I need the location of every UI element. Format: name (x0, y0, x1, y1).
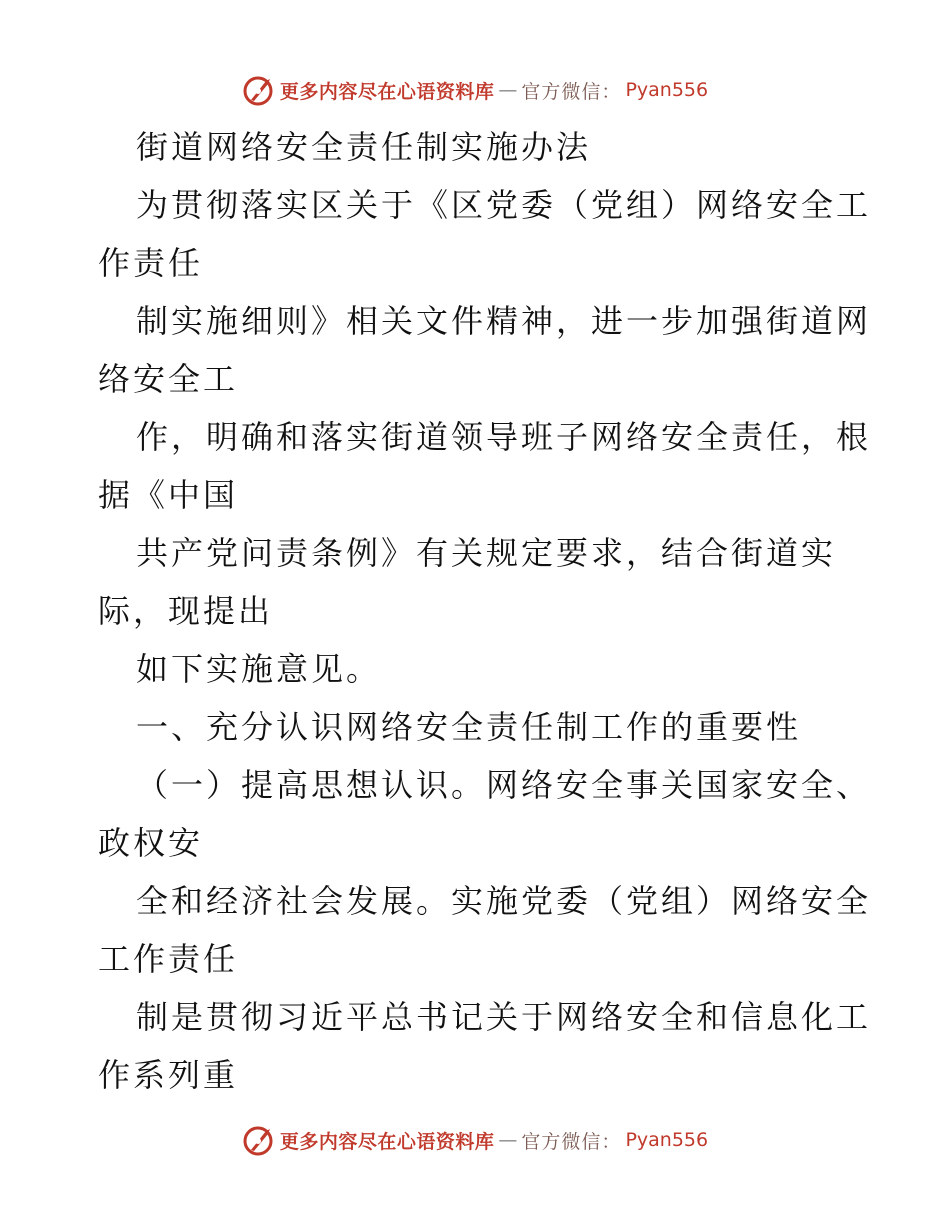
text-line: 制实施细则》相关文件精神，进一步加强街道网 (136, 302, 872, 340)
watermark-separator: — (498, 79, 518, 101)
quill-pen-logo-icon (242, 73, 276, 107)
text-line: 作系列重 (98, 1056, 239, 1094)
watermark-brand-text: 更多内容尽在心语资料库 (279, 80, 495, 103)
text-line: 为贯彻落实区关于《区党委（党组）网络安全工 (136, 186, 872, 224)
text-line: 全和经济社会发展。实施党委（党组）网络安全 (136, 882, 872, 920)
text-line: 政权安 (98, 824, 204, 862)
document-title: 街道网络安全责任制实施办法 (136, 128, 592, 166)
text-line: 作，明确和落实街道领导班子网络安全责任，根 (136, 418, 872, 456)
text-line: 如下实施意见。 (136, 650, 382, 688)
watermark-label: 官方微信： (521, 80, 622, 103)
header-watermark (0, 70, 950, 110)
section-heading: 一、充分认识网络安全责任制工作的重要性 (136, 708, 802, 746)
text-line: 制是贯彻习近平总书记关于网络安全和信息化工 (136, 998, 872, 1036)
text-line: 际，现提出 (98, 592, 274, 630)
text-line: 据《中国 (98, 476, 239, 514)
text-line: 工作责任 (98, 940, 239, 978)
text-line: （一）提高思想认识。网络安全事关国家安全、 (136, 766, 872, 804)
watermark-id: Pyan556 (625, 79, 709, 101)
text-line: 作责任 (98, 244, 204, 282)
quill-pen-logo-icon (242, 1123, 276, 1157)
watermark-separator: — (498, 1129, 518, 1151)
document-body (98, 118, 872, 1104)
text-line: 络安全工 (98, 360, 239, 398)
footer-watermark (0, 1120, 950, 1160)
watermark-id: Pyan556 (625, 1129, 709, 1151)
watermark-label: 官方微信： (521, 1130, 622, 1153)
watermark-brand-text: 更多内容尽在心语资料库 (279, 1130, 495, 1153)
text-line: 共产党问责条例》有关规定要求，结合街道实 (136, 534, 837, 572)
